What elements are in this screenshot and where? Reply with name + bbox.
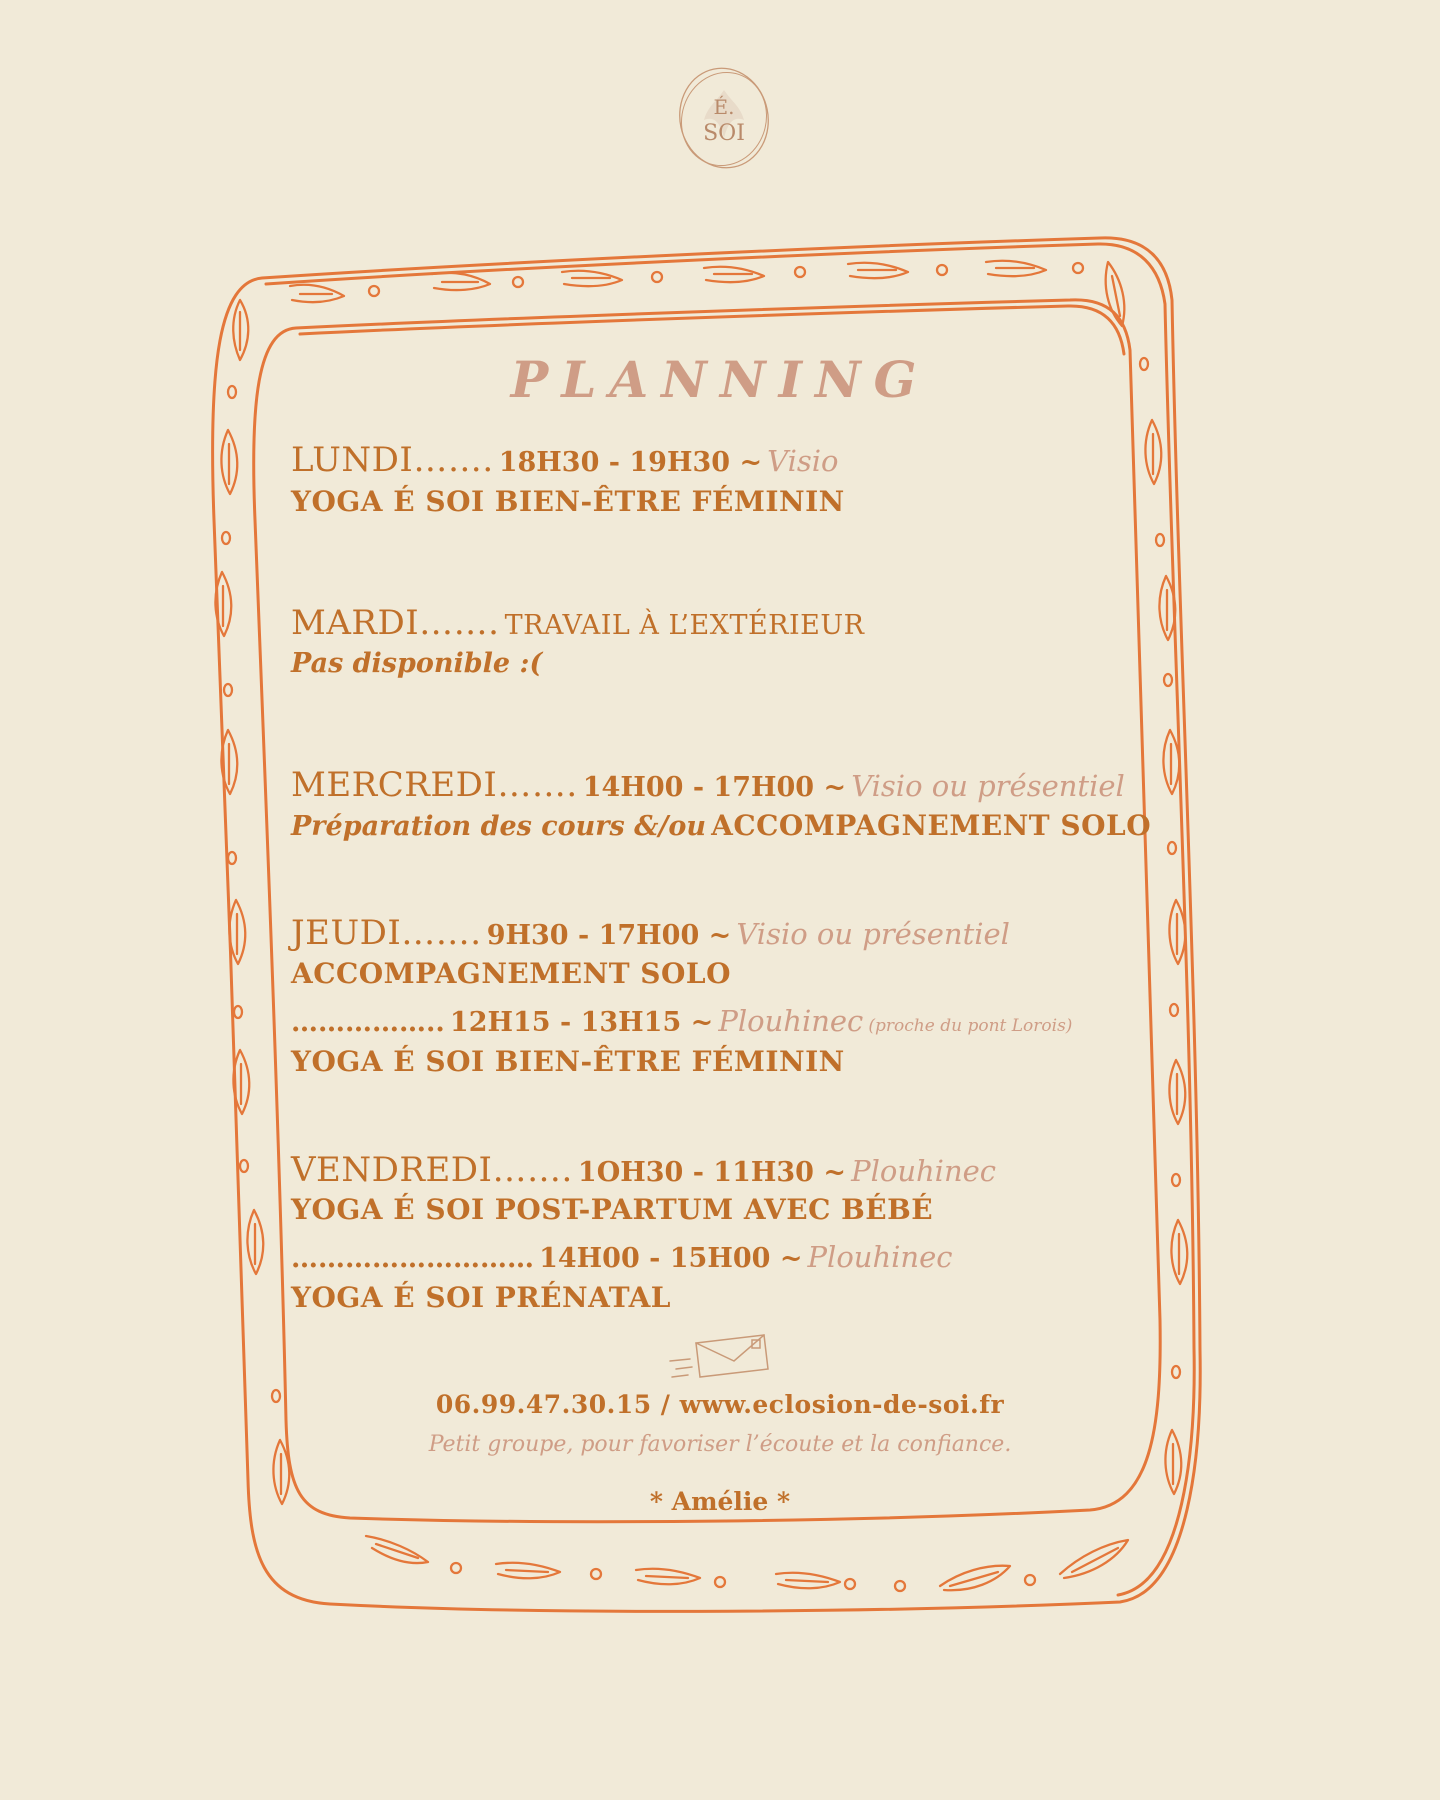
program-vendredi: YOGA É SOI POST-PARTUM AVEC BÉBÉ <box>291 1193 934 1226</box>
dots-jeudi: …………….. <box>291 1007 445 1038</box>
schedule-jeudi-second <box>291 1004 1072 1038</box>
time2-jeudi: 12H15 - 13H15 ~ <box>449 1007 714 1038</box>
activity-mardi: TRAVAIL À L’EXTÉRIEUR <box>504 610 865 641</box>
logo-text-line2: SOI <box>703 121 745 146</box>
place-jeudi: Visio ou présentiel <box>736 917 1010 951</box>
program-mercredi: ACCOMPAGNEMENT SOLO <box>711 809 1152 842</box>
day-mercredi: MERCREDI……. <box>291 765 578 805</box>
program2-vendredi: YOGA É SOI PRÉNATAL <box>291 1281 671 1314</box>
schedule-jeudi-header <box>291 913 1010 953</box>
dots-vendredi: ……………………… <box>291 1243 534 1274</box>
signature: * Amélie * <box>649 1487 791 1516</box>
time-lundi: 18H30 - 19H30 ~ <box>498 447 763 478</box>
place2-vendredi: Plouhinec <box>807 1240 953 1274</box>
place-vendredi: Plouhinec <box>851 1154 997 1188</box>
note-mardi: Pas disponible :( <box>291 648 543 679</box>
day-mardi: MARDI……. <box>291 603 500 643</box>
schedule-mardi-header <box>291 603 864 643</box>
schedule-mercredi-header <box>291 765 1125 805</box>
tagline: Petit groupe, pour favoriser l’écoute et la confiance. <box>428 1432 1012 1457</box>
place-mercredi: Visio ou présentiel <box>851 769 1125 803</box>
page-title: PLANNING <box>510 350 930 409</box>
day-jeudi: JEUDI……. <box>291 913 482 953</box>
logo-text-line1: É. <box>713 95 735 119</box>
time-jeudi: 9H30 - 17H00 ~ <box>486 920 732 951</box>
time2-vendredi: 14H00 - 15H00 ~ <box>539 1243 803 1274</box>
place-lundi: Visio <box>767 444 839 478</box>
day-lundi: LUNDI……. <box>291 440 494 480</box>
schedule-mercredi-detail <box>291 809 1151 842</box>
contact-info: 06.99.47.30.15 / www.eclosion-de-soi.fr <box>435 1390 1005 1419</box>
envelope-icon <box>668 1333 772 1385</box>
schedule-lundi-header <box>291 440 838 480</box>
program-lundi: YOGA É SOI BIEN-ÊTRE FÉMININ <box>291 485 845 518</box>
place2-detail-jeudi: (proche du pont Lorois) <box>868 1016 1073 1036</box>
program2-jeudi: YOGA É SOI BIEN-ÊTRE FÉMININ <box>291 1045 845 1078</box>
schedule-vendredi-header <box>291 1150 996 1190</box>
time-vendredi: 1OH30 - 11H30 ~ <box>577 1157 846 1188</box>
program-jeudi: ACCOMPAGNEMENT SOLO <box>291 957 731 990</box>
schedule-vendredi-second <box>291 1240 953 1274</box>
place2-jeudi: Plouhinec <box>718 1004 864 1038</box>
day-vendredi: VENDREDI……. <box>291 1150 573 1190</box>
note-mercredi: Préparation des cours &/ou <box>291 811 707 842</box>
time-mercredi: 14H00 - 17H00 ~ <box>582 772 847 803</box>
